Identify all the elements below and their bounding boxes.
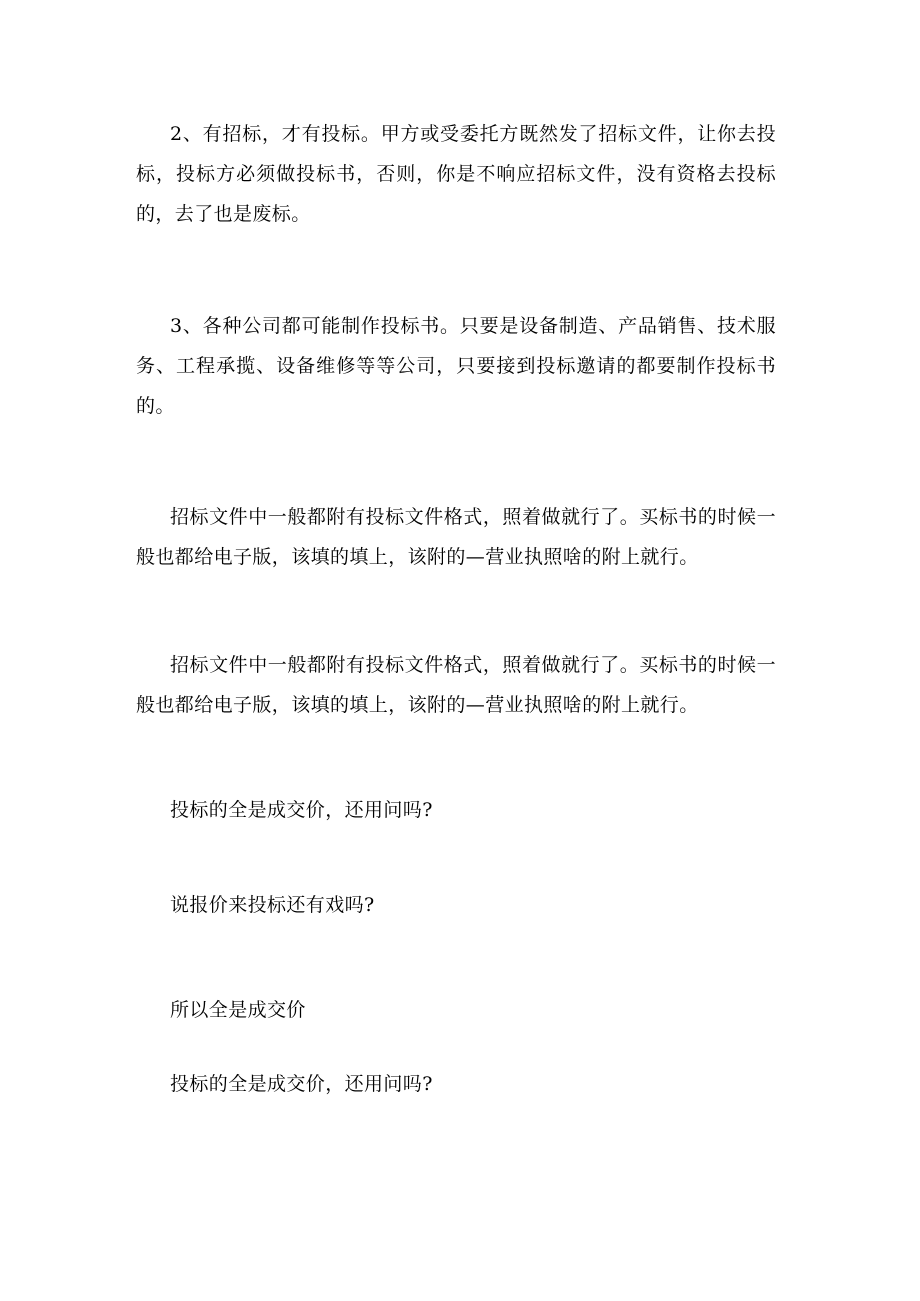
paragraph-conclusion: 所以全是成交价 <box>170 999 306 1021</box>
paragraph-bid-format: 招标文件中一般都附有投标文件格式，照着做就行了。买标书的时候一般也都给电子版，该填的填上，该附的—营业执照啥的附上就行。 <box>136 506 776 568</box>
paragraph-bid-format-repeat: 招标文件中一般都附有投标文件格式，照着做就行了。买标书的时候一般也都给电子版，该填的填上，该附的—营业执照啥的附上就行。 <box>136 654 776 716</box>
paragraph-question-price: 投标的全是成交价，还用问吗? <box>170 799 433 821</box>
paragraph-point-3: 3、各种公司都可能制作投标书。只要是设备制造、产品销售、技术服务、工程承揽、设备维修等等公司，只要接到投标邀请的都要制作投标书的。 <box>136 315 776 417</box>
paragraph-question-price-repeat: 投标的全是成交价，还用问吗? <box>170 1073 433 1095</box>
paragraph-question-chance: 说报价来投标还有戏吗? <box>170 894 375 916</box>
paragraph-point-2: 2、有招标，才有投标。甲方或受委托方既然发了招标文件，让你去投标，投标方必须做投标书，否则，你是不响应招标文件，没有资格去投标的，去了也是废标。 <box>136 123 776 225</box>
